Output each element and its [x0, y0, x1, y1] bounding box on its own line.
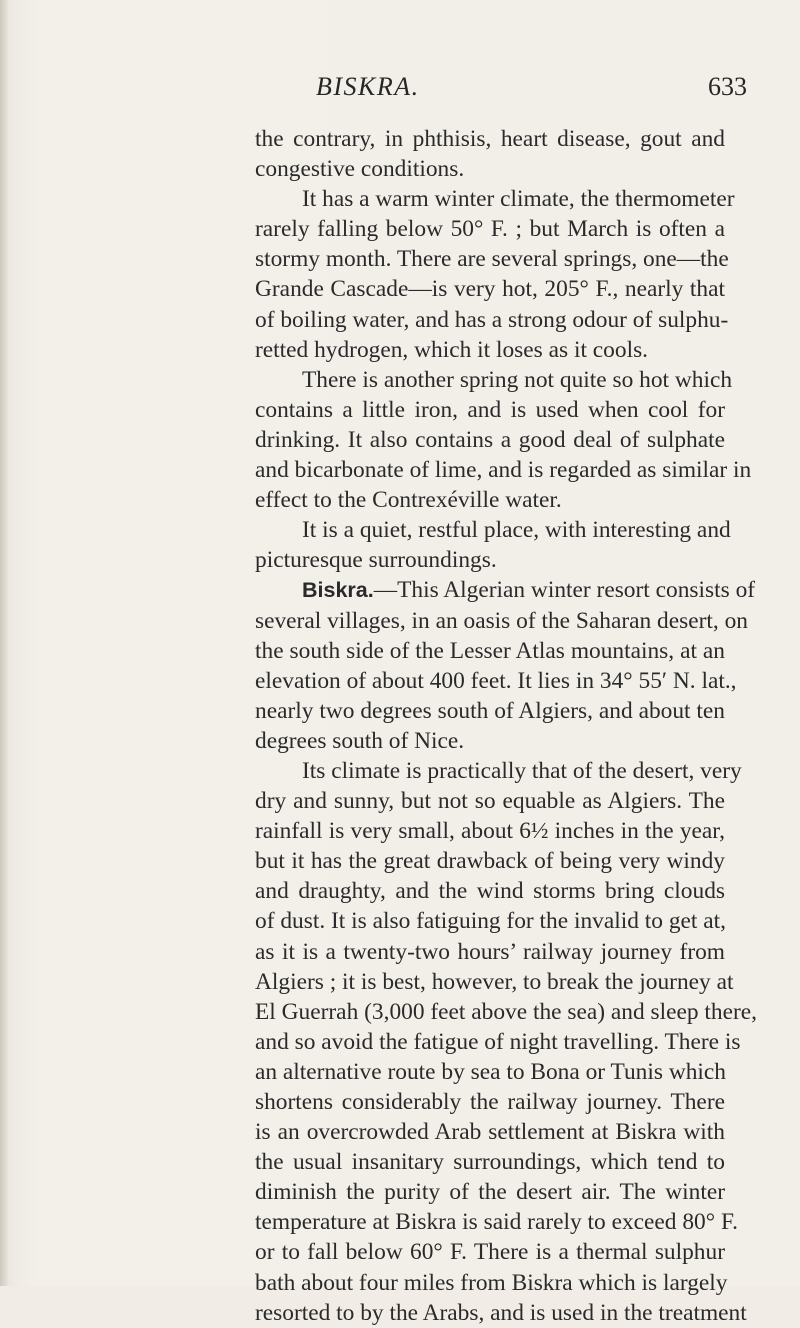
text-line-content: congestive conditions. [255, 156, 465, 183]
text-line-content: but it has the great drawback of being very windy [255, 848, 725, 875]
text-line-content: the south side of the Lesser Atlas mountains, at an [255, 637, 725, 664]
text-line-content: effect to the Contrexéville water. [255, 487, 562, 514]
text-line [255, 455, 752, 485]
text-line-content: rarely falling below 50° F. ; but March is often a [255, 216, 725, 243]
text-line-content: bath about four miles from Biskra which is largely [255, 1269, 728, 1296]
text-line-content: diminish the purity of the desert air. The winter [255, 1179, 725, 1206]
page-binding-edge [0, 0, 8, 1286]
text-line [255, 214, 725, 244]
text-line [255, 997, 758, 1027]
text-line [255, 335, 725, 365]
text-line-content: retted hydrogen, which it loses as it cools. [255, 336, 649, 363]
text-line-content: dry and sunny, but not so equable as Algiers. The [255, 788, 725, 815]
text-line-content: as it is a twenty-two hours’ railway journey from [255, 938, 725, 965]
text-line-content: picturesque surroundings. [255, 547, 497, 574]
text-line-content: resorted to by the Arabs, and is used in the treatment [255, 1299, 747, 1326]
text-line [255, 184, 735, 214]
text-line [255, 244, 729, 274]
text-line-content: stormy month. There are several springs, one—the [255, 246, 729, 273]
text-line [255, 726, 725, 756]
text-line [255, 1117, 725, 1147]
text-line [255, 906, 725, 936]
text-line-content: Its climate is practically that of the desert, very [302, 757, 742, 784]
text-line [255, 816, 725, 846]
text-line [255, 425, 725, 455]
text-line-content: or to fall below 60° F. There is a thermal sulphur [255, 1239, 725, 1266]
text-line [255, 395, 725, 425]
text-line [255, 124, 725, 154]
text-line-content: It is a quiet, restful place, with interesting and [302, 517, 731, 544]
text-line-content: There is another spring not quite so hot which [302, 366, 733, 393]
text-line-content: of dust. It is also fatiguing for the invalid to get at, [255, 908, 726, 935]
text-line-content: shortens considerably the railway journey. There [255, 1089, 725, 1115]
text-line-content: —This Algerian winter resort consists of [373, 577, 756, 604]
text-line-content: an alternative route by sea to Bona or Tunis which [255, 1058, 726, 1085]
text-line [255, 515, 731, 545]
text-line [255, 636, 725, 666]
body-text [255, 124, 758, 1328]
text-line [255, 545, 725, 575]
text-line [255, 1087, 725, 1117]
text-line-content: of boiling water, and has a strong odour of sulphu- [255, 306, 729, 333]
text-line-content: and draughty, and the wind storms bring clouds [255, 878, 725, 905]
text-line [255, 1207, 738, 1237]
text-line [255, 1268, 728, 1298]
text-line [255, 1027, 741, 1057]
text-line [255, 606, 748, 636]
running-title: BISKRA. [316, 72, 420, 101]
text-line-content: nearly two degrees south of Algiers, and about ten [255, 697, 725, 724]
text-line-content: temperature at Biskra is said rarely to exceed 80° F. [255, 1209, 738, 1236]
text-line [255, 756, 742, 786]
text-line [255, 876, 725, 906]
text-line [255, 1147, 725, 1177]
text-line [255, 1298, 747, 1328]
text-line-content: the contrary, in phthisis, heart disease, gout and [255, 126, 725, 152]
text-line [255, 365, 733, 395]
section-heading-run: Biskra. [302, 578, 374, 603]
text-line-content: El Guerrah (3,000 feet above the sea) and sleep there, [255, 998, 758, 1025]
text-line [255, 846, 725, 876]
text-line-content: several villages, in an oasis of the Saharan desert, on [255, 607, 748, 634]
text-line-content: is an overcrowded Arab settlement at Biskra with [255, 1119, 725, 1146]
page-number: 633 [708, 72, 747, 101]
text-line [255, 1237, 725, 1267]
text-line-content: Algiers ; it is best, however, to break the journey at [255, 968, 734, 995]
text-line-content: drinking. It also contains a good deal of sulphate [255, 426, 725, 453]
text-line-content: It has a warm winter climate, the thermometer [302, 186, 735, 213]
text-line [255, 154, 725, 184]
text-line-content: contains a little iron, and is used when cool for [255, 396, 725, 423]
text-line-content: Grande Cascade—is very hot, 205° F., nearly that [255, 276, 725, 303]
text-line [255, 1177, 725, 1207]
text-line [255, 305, 729, 335]
text-line [255, 575, 756, 605]
text-line [255, 1057, 725, 1087]
text-line-content: elevation of about 400 feet. It lies in 34° 55′ N. lat., [255, 667, 737, 694]
text-line [255, 967, 734, 997]
text-line-content: and so avoid the fatigue of night travelling. There is [255, 1028, 741, 1055]
text-line [255, 786, 725, 816]
text-line-content: the usual insanitary surroundings, which tend to [255, 1149, 725, 1176]
text-line-content: and bicarbonate of lime, and is regarded as similar in [255, 457, 752, 484]
text-line [255, 485, 725, 515]
text-line-content: degrees south of Nice. [255, 727, 465, 754]
text-line [255, 274, 725, 304]
text-line-content: rainfall is very small, about 6½ inches in the year, [255, 818, 725, 845]
text-line [255, 666, 737, 696]
text-line [255, 696, 725, 726]
text-line [255, 937, 725, 967]
page-header [0, 72, 800, 112]
